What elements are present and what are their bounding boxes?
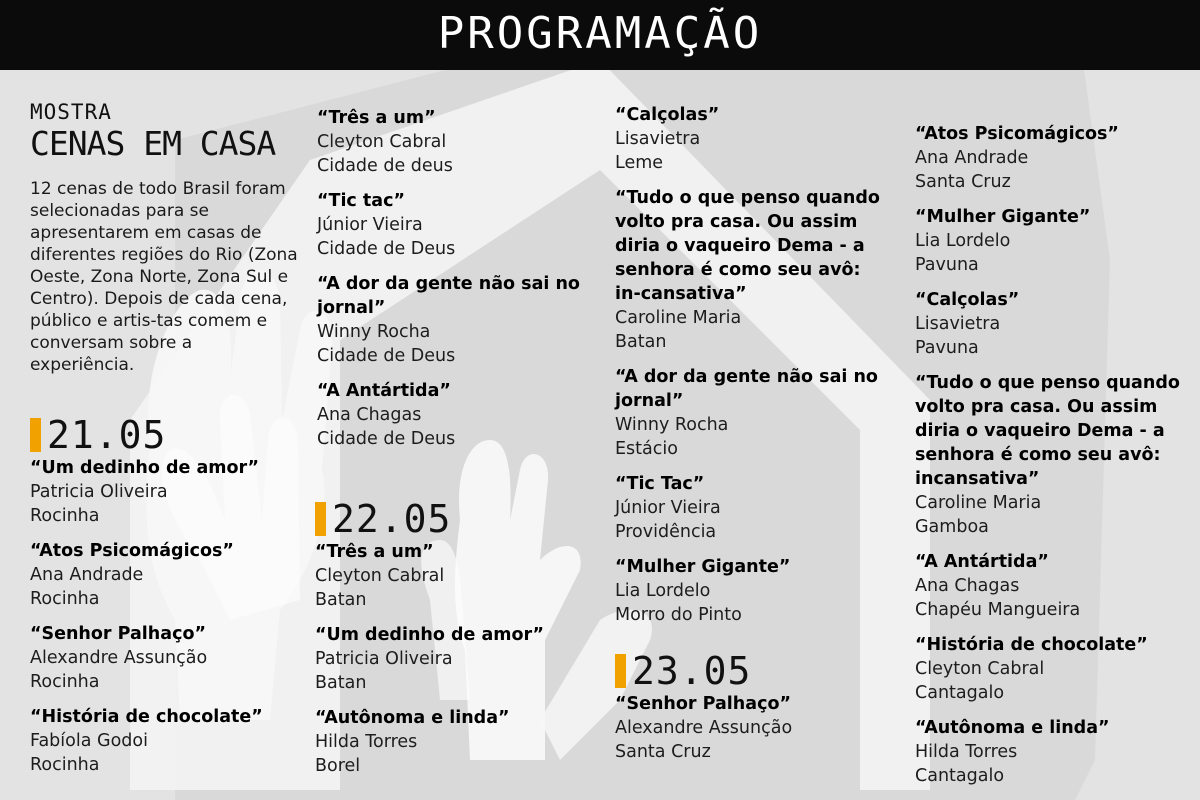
event-artist: Cleyton Cabral	[915, 659, 1045, 679]
event-entry	[315, 623, 585, 695]
event-title: “A dor da gente não sai no jornal”	[317, 274, 580, 318]
event-location: Cidade de Deus	[317, 429, 456, 449]
event-artist: Winny Rocha	[615, 415, 729, 435]
event-entry	[615, 692, 880, 764]
event-entry	[615, 103, 880, 175]
event-title: “Um dedinho de amor”	[30, 458, 260, 478]
schedule-block-21-05	[30, 414, 290, 788]
event-entry	[615, 472, 880, 544]
event-location: Pavuna	[915, 255, 979, 275]
event-artist: Lisavietra	[915, 314, 1001, 334]
date-accent-bar	[30, 418, 41, 452]
event-entry	[615, 365, 880, 461]
event-title: “Tudo o que penso quando volto pra casa. Ou assim diria o vaqueiro Dema - a senhora é como seu avô: incansativa”	[915, 373, 1180, 489]
event-artist: Lia Lordelo	[615, 581, 711, 601]
event-entry	[30, 705, 290, 777]
header-bar	[0, 0, 1200, 70]
event-entry	[317, 379, 587, 451]
event-title: “Um dedinho de amor”	[315, 625, 545, 645]
event-artist: Alexandre Assunção	[615, 718, 793, 738]
event-artist: Patricia Oliveira	[315, 649, 453, 669]
event-artist: Ana Andrade	[30, 565, 144, 585]
event-location: Gamboa	[915, 517, 989, 537]
event-artist: Lisavietra	[615, 129, 701, 149]
date-header	[615, 650, 880, 692]
date-label: 22.05	[332, 497, 452, 541]
date-accent-bar	[315, 502, 326, 536]
event-entry	[915, 550, 1180, 622]
date-label: 21.05	[47, 413, 167, 457]
event-artist: Alexandre Assunção	[30, 648, 208, 668]
event-title: “Tic Tac”	[615, 474, 705, 494]
event-entry	[30, 622, 290, 694]
event-location: Batan	[615, 332, 667, 352]
event-location: Providência	[615, 522, 717, 542]
event-title: “Três a um”	[315, 542, 434, 562]
event-location: Santa Cruz	[915, 172, 1011, 192]
event-artist: Winny Rocha	[317, 322, 431, 342]
schedule-block-21-05-cont	[317, 106, 587, 462]
event-title: “Tic tac”	[317, 191, 405, 211]
event-title: “Calçolas”	[615, 105, 720, 125]
event-entry	[317, 106, 587, 178]
event-location: Santa Cruz	[615, 742, 711, 762]
event-title: “Atos Psicomágicos”	[30, 541, 234, 561]
date-accent-bar	[615, 654, 626, 688]
date-header	[315, 498, 585, 540]
event-artist: Lia Lordelo	[915, 231, 1011, 251]
page-title: PROGRAMAÇÃO	[437, 8, 763, 59]
event-location: Morro do Pinto	[615, 605, 742, 625]
event-artist: Caroline Maria	[615, 308, 742, 328]
intro-description: 12 cenas de todo Brasil foram selecionadas para se apresentarem em casas de diferentes regiões do Rio (Zona Oeste, Zona Norte, Zona Sul e Centro). Depois de cada cena, público e artis-tas comem e conversam sobre a experiência.	[30, 179, 298, 375]
date-label: 23.05	[632, 649, 752, 693]
event-artist: Cleyton Cabral	[317, 132, 447, 152]
event-artist: Hilda Torres	[315, 732, 418, 752]
event-entry	[315, 706, 585, 778]
schedule-block-23-05	[615, 650, 880, 775]
event-title: “Tudo o que penso quando volto pra casa. Ou assim diria o vaqueiro Dema - a senhora é como seu avô: in-cansativa”	[615, 188, 880, 304]
event-title: “História de chocolate”	[915, 635, 1148, 655]
event-title: “História de chocolate”	[30, 707, 263, 727]
event-entry	[915, 122, 1180, 194]
event-entry	[317, 272, 587, 368]
mostra-label: MOSTRA	[30, 100, 112, 124]
event-title: “A dor da gente não sai no jornal”	[615, 367, 878, 411]
schedule-block-22-05	[315, 498, 585, 789]
event-location: Rocinha	[30, 589, 100, 609]
event-entry	[30, 456, 290, 528]
event-location: Rocinha	[30, 755, 100, 775]
event-entry	[615, 555, 880, 627]
event-entry	[315, 540, 585, 612]
event-location: Borel	[315, 756, 361, 776]
event-title: “Três a um”	[317, 108, 436, 128]
event-title: “Autônoma e linda”	[915, 718, 1110, 738]
event-entry	[30, 539, 290, 611]
date-header	[30, 414, 290, 456]
event-location: Cantagalo	[915, 766, 1005, 786]
event-location: Rocinha	[30, 672, 100, 692]
event-location: Batan	[315, 673, 367, 693]
event-artist: Cleyton Cabral	[315, 566, 445, 586]
event-title: “A Antártida”	[915, 552, 1049, 572]
event-entry	[915, 205, 1180, 277]
event-location: Cidade de Deus	[317, 346, 456, 366]
event-artist: Júnior Vieira	[317, 215, 423, 235]
event-artist: Ana Andrade	[915, 148, 1029, 168]
event-artist: Patricia Oliveira	[30, 482, 168, 502]
event-artist: Ana Chagas	[915, 576, 1020, 596]
event-location: Batan	[315, 590, 367, 610]
event-entry	[317, 189, 587, 261]
event-artist: Ana Chagas	[317, 405, 422, 425]
event-title: “A Antártida”	[317, 381, 451, 401]
event-title: “Senhor Palhaço”	[30, 624, 206, 644]
event-title: “Mulher Gigante”	[915, 207, 1091, 227]
event-location: Cidade de Deus	[317, 239, 456, 259]
event-name: CENAS EM CASA	[30, 124, 276, 163]
event-location: Estácio	[615, 439, 678, 459]
event-artist: Júnior Vieira	[615, 498, 721, 518]
event-title: “Mulher Gigante”	[615, 557, 791, 577]
event-title: “Senhor Palhaço”	[615, 694, 791, 714]
event-location: Cidade de deus	[317, 156, 453, 176]
event-artist: Fabíola Godoi	[30, 731, 148, 751]
schedule-block-23-05-cont	[915, 122, 1180, 799]
event-artist: Caroline Maria	[915, 493, 1042, 513]
intro-section	[30, 100, 300, 376]
event-title: “Atos Psicomágicos”	[915, 124, 1119, 144]
event-location: Leme	[615, 153, 664, 173]
event-entry	[915, 288, 1180, 360]
event-entry	[915, 716, 1180, 788]
event-location: Cantagalo	[915, 683, 1005, 703]
event-entry	[915, 371, 1180, 539]
event-location: Chapéu Mangueira	[915, 600, 1081, 620]
schedule-block-22-05-cont	[615, 103, 880, 638]
event-location: Pavuna	[915, 338, 979, 358]
event-title: “Autônoma e linda”	[315, 708, 510, 728]
event-title: “Calçolas”	[915, 290, 1020, 310]
event-artist: Hilda Torres	[915, 742, 1018, 762]
event-entry	[615, 186, 880, 354]
event-location: Rocinha	[30, 506, 100, 526]
event-entry	[915, 633, 1180, 705]
